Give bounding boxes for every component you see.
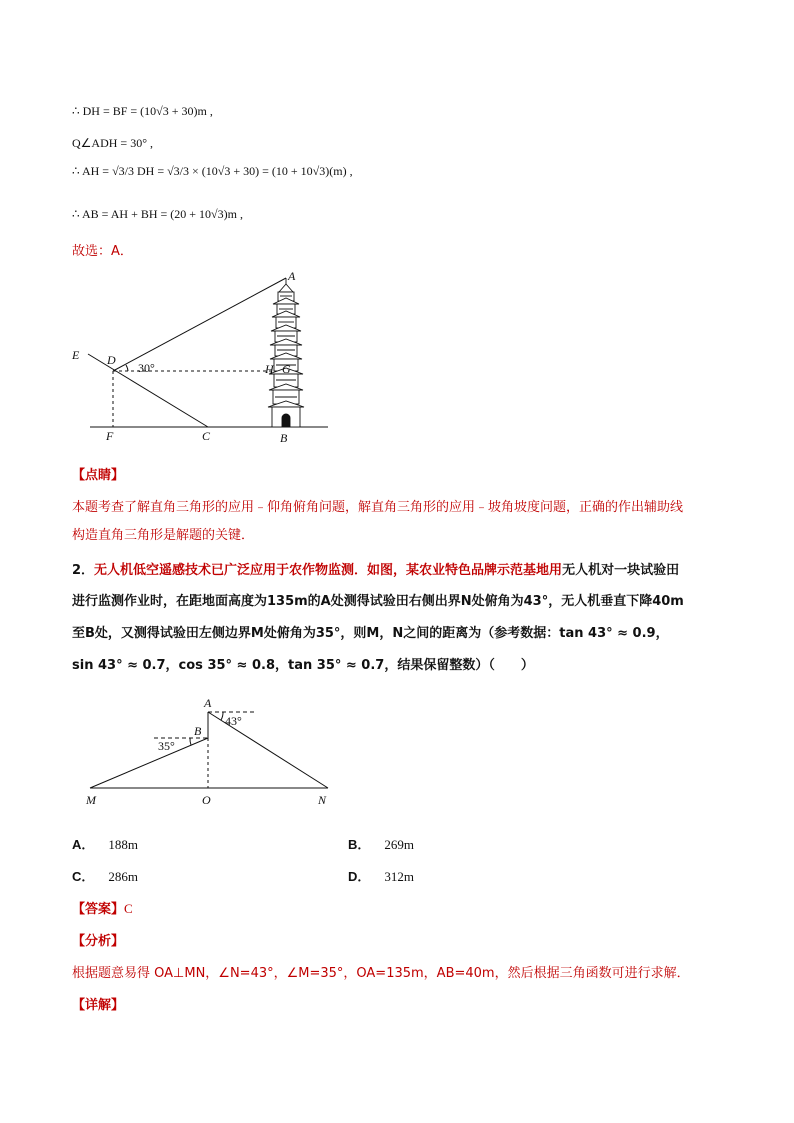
pagoda-icon [268, 278, 304, 427]
solution-line-1: ∴ DH = BF = (10√3 + 30)m , [72, 104, 213, 118]
solution-line-2: Q∠ADH = 30° , [72, 136, 153, 150]
question2-line-1: 2．无人机低空遥感技术已广泛应用于农作物监测．如图，某农业特色品牌示范基地用无人机对一块试验田 [72, 563, 680, 578]
review-line-1: 本题考查了解直角三角形的应用﹣仰角俯角问题，解直角三角形的应用﹣坡角坡度问题，正确的作出辅助线 [72, 500, 684, 515]
answer-heading: 【答案】 [72, 902, 125, 917]
pagoda-figure [60, 262, 340, 452]
option-a[interactable]: A． 188m [72, 837, 139, 852]
solution-line-4: ∴ AB = AH + BH = (20 + 10√3)m , [72, 207, 243, 221]
answer-value: C [124, 901, 133, 916]
option-c[interactable]: C． 286m [72, 869, 139, 884]
label-angle-30: 30° [138, 361, 155, 375]
option-b[interactable]: B． 269m [348, 837, 415, 852]
label-m: M [86, 793, 96, 807]
option-d[interactable]: D． 312m [348, 869, 415, 884]
question2-line-3: 至B处，又测得试验田左侧边界M处俯角为35°，则M，N之间的距离为（参考数据：tan 43° ≈ 0.9， [72, 626, 669, 641]
bm-line [90, 738, 208, 788]
review-line-2: 构造直角三角形是解题的关键． [72, 528, 255, 543]
angle-43-arc [221, 712, 223, 720]
answer-row [72, 898, 133, 917]
label-a: A [288, 269, 296, 283]
review-heading: 【点睛】 [72, 468, 125, 483]
analysis-text: 根据题意易得 OA⊥MN，∠N=43°，∠M=35°，OA=135m，AB=40m，然后根据三角函数可进行求解． [72, 966, 690, 981]
label-g: G [282, 362, 291, 376]
answer-choice-text: 故选：A． [72, 244, 133, 259]
question-number: 2． [72, 563, 95, 578]
question2-line-4: sin 43° ≈ 0.7，cos 35° ≈ 0.8，tan 35° ≈ 0.7，结果保留整数）（ ） [72, 658, 534, 673]
label-o: O [202, 793, 211, 807]
drone-figure [80, 692, 340, 812]
label-a: A [204, 696, 212, 710]
label-e: E [72, 348, 80, 362]
label-b: B [280, 431, 288, 445]
solution-line-3: ∴ AH = √3/3 DH = √3/3 × (10√3 + 30) = (10 + 10√3)(m) , [72, 164, 353, 178]
detail-heading: 【详解】 [72, 998, 125, 1013]
label-angle-35: 35° [158, 739, 175, 753]
question2-line-2: 进行监测作业时，在距地面高度为135m的A处测得试验田右侧出界N处俯角为43°，无人机垂直下降40m [72, 594, 684, 609]
label-d: D [107, 353, 116, 367]
label-h: H [265, 362, 274, 376]
analysis-heading: 【分析】 [72, 934, 125, 949]
label-n: N [318, 793, 327, 807]
label-c: C [202, 429, 211, 443]
label-f: F [106, 429, 114, 443]
sight-line [113, 278, 286, 371]
label-angle-43: 43° [225, 714, 242, 728]
angle-arc [126, 365, 128, 371]
label-b: B [194, 724, 202, 738]
angle-35-arc [190, 738, 191, 745]
